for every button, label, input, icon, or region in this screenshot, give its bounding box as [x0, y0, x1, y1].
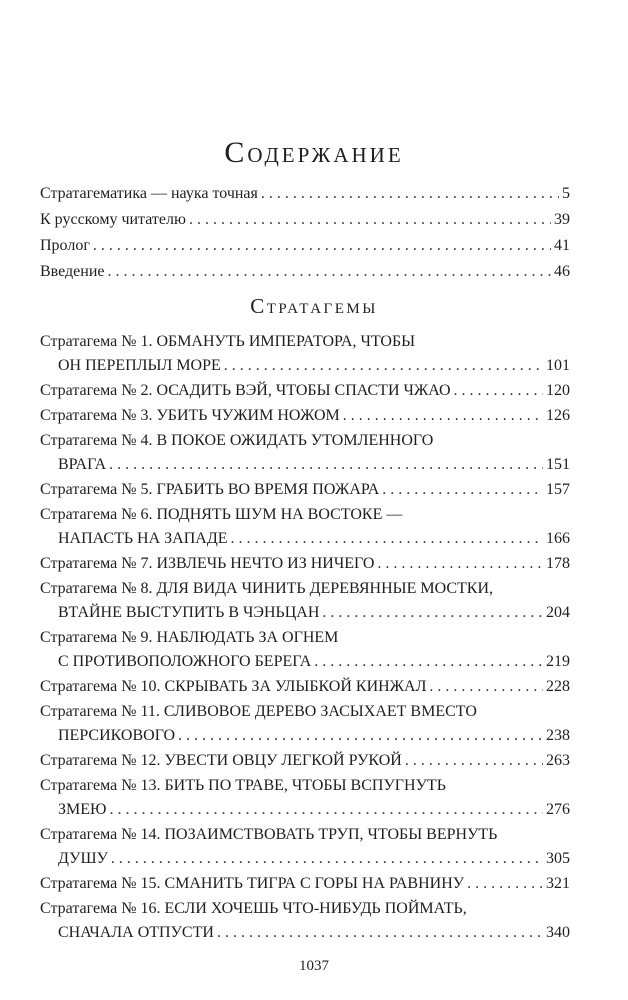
toc-entry-line [40, 872, 570, 896]
dot-leader [405, 749, 543, 773]
dot-leader [224, 354, 543, 378]
dot-leader [382, 478, 543, 502]
toc-page-number: 305 [546, 850, 570, 867]
toc-entry [40, 379, 570, 403]
toc-entry [40, 208, 570, 232]
toc-entry [40, 675, 570, 699]
toc-entry-title: Стратагема № 4. В ПОКОЕ ОЖИДАТЬ УТОМЛЕННОГО [40, 432, 434, 449]
toc-entry-line [40, 208, 570, 232]
toc-entry-title: Стратагема № 2. ОСАДИТЬ ВЭЙ, ЧТОБЫ СПАСТИ ЧЖАО [40, 382, 451, 399]
dot-leader [109, 798, 543, 822]
toc-entry-continuation [40, 527, 570, 551]
toc-entry-line [40, 379, 570, 403]
toc-entry-title: Стратагема № 1. ОБМАНУТЬ ИМПЕРАТОРА, ЧТОБЫ [40, 333, 416, 350]
dot-leader [454, 379, 543, 403]
toc-entry-line [40, 404, 570, 428]
dot-leader [178, 724, 543, 748]
dot-leader [322, 601, 543, 625]
dot-leader [377, 552, 543, 576]
toc-entry-title: Стратагема № 7. ИЗВЛЕЧЬ НЕЧТО ИЗ НИЧЕГО [40, 555, 375, 572]
toc-entry-line [40, 552, 570, 576]
toc-page-number: 228 [546, 678, 570, 695]
toc-entry-title: НАПАСТЬ НА ЗАПАДЕ [58, 530, 228, 547]
toc-entry [40, 774, 570, 822]
toc-entry-line [40, 503, 570, 527]
toc-entry-continuation [40, 921, 570, 945]
toc-page-number: 41 [554, 237, 570, 254]
toc-entry [40, 234, 570, 258]
dot-leader [429, 675, 543, 699]
toc-entry-line [40, 675, 570, 699]
toc-entry-title: Стратагема № 3. УБИТЬ ЧУЖИМ НОЖОМ [40, 407, 340, 424]
toc-entry-title: ОН ПЕРЕПЛЫЛ МОРЕ [58, 357, 221, 374]
toc-entry [40, 552, 570, 576]
toc-entry-title: ВРАГА [58, 456, 107, 473]
dot-leader [343, 404, 543, 428]
toc-entry-title: Стратагема № 16. ЕСЛИ ХОЧЕШЬ ЧТО-НИБУДЬ ПОЙМАТЬ, [40, 900, 467, 917]
toc-page-number: 39 [554, 211, 570, 228]
toc-entry-line [40, 774, 570, 798]
toc-entry-line [40, 823, 570, 847]
toc-entry-title: Стратагематика — наука точная [40, 185, 258, 202]
toc-entry-title: Пролог [40, 237, 90, 254]
toc-entry-title: ВТАЙНЕ ВЫСТУПИТЬ В ЧЭНЬЦАН [58, 604, 320, 621]
toc-page-number: 238 [546, 727, 570, 744]
toc-entry [40, 330, 570, 378]
toc-entry-title: Стратагема № 6. ПОДНЯТЬ ШУМ НА ВОСТОКЕ — [40, 506, 403, 523]
toc-entry-title: Введение [40, 263, 105, 280]
toc-page-number: 219 [546, 653, 570, 670]
dot-leader [189, 208, 551, 232]
toc-page-number: 178 [546, 555, 570, 572]
toc-page-number: 204 [546, 604, 570, 621]
toc-entry-title: Стратагема № 9. НАБЛЮДАТЬ ЗА ОГНЕМ [40, 629, 339, 646]
toc-entry [40, 872, 570, 896]
toc-entry [40, 823, 570, 871]
toc-page-number: 46 [554, 263, 570, 280]
dot-leader [314, 650, 543, 674]
dot-leader [467, 872, 543, 896]
toc-entry-line [40, 234, 570, 258]
toc-entry-line [40, 429, 570, 453]
toc-entry-continuation [40, 650, 570, 674]
toc-entry-title: К русскому читателю [40, 211, 186, 228]
toc-page-number: 263 [546, 752, 570, 769]
toc-entry-line [40, 897, 570, 921]
section-heading: Стратагемы [250, 294, 378, 318]
toc-entry-line [40, 182, 570, 206]
toc-entry-continuation [40, 724, 570, 748]
dot-leader [108, 260, 552, 284]
toc-entry-title: ДУШУ [58, 850, 108, 867]
intro-toc-list [40, 182, 570, 286]
toc-entry-title: Стратагема № 8. ДЛЯ ВИДА ЧИНИТЬ ДЕРЕВЯННЫЕ МОСТКИ, [40, 580, 494, 597]
toc-entry-line [40, 749, 570, 773]
dot-leader [217, 921, 543, 945]
toc-page-number: 5 [562, 185, 570, 202]
toc-entry-title: Стратагема № 5. ГРАБИТЬ ВО ВРЕМЯ ПОЖАРА [40, 481, 380, 498]
toc-entry-line [40, 478, 570, 502]
toc-entry-continuation [40, 354, 570, 378]
toc-entry-title: СНАЧАЛА ОТПУСТИ [58, 924, 214, 941]
toc-entry-continuation [40, 798, 570, 822]
toc-page-number: 321 [546, 875, 570, 892]
stratagem-toc-list [40, 330, 570, 946]
dot-leader [261, 182, 559, 206]
toc-page-number: 120 [546, 382, 570, 399]
toc-page-number: 166 [546, 530, 570, 547]
toc-entry [40, 429, 570, 477]
toc-entry-line [40, 700, 570, 724]
toc-entry-title: Стратагема № 14. ПОЗАИМСТВОВАТЬ ТРУП, ЧТОБЫ ВЕРНУТЬ [40, 826, 498, 843]
toc-entry [40, 749, 570, 773]
toc-entry-continuation [40, 847, 570, 871]
toc-entry-title: С ПРОТИВОПОЛОЖНОГО БЕРЕГА [58, 653, 312, 670]
toc-entry-continuation [40, 601, 570, 625]
toc-entry [40, 260, 570, 284]
dot-leader [93, 234, 551, 258]
toc-entry [40, 404, 570, 428]
toc-entry-line [40, 260, 570, 284]
toc-entry-continuation [40, 453, 570, 477]
toc-entry-title: Стратагема № 12. УВЕСТИ ОВЦУ ЛЕГКОЙ РУКОЙ [40, 752, 402, 769]
toc-page-number: 151 [546, 456, 570, 473]
toc-entry-title: ЗМЕЮ [58, 801, 107, 818]
toc-entry [40, 503, 570, 551]
toc-page-number: 157 [546, 481, 570, 498]
toc-entry-line [40, 626, 570, 650]
toc-page-number: 340 [546, 924, 570, 941]
toc-page-number: 126 [546, 407, 570, 424]
toc-entry [40, 626, 570, 674]
toc-entry [40, 577, 570, 625]
toc-page-number: 101 [546, 357, 570, 374]
page-title: Содержание [224, 136, 404, 169]
toc-entry-title: Стратагема № 13. БИТЬ ПО ТРАВЕ, ЧТОБЫ ВСПУГНУТЬ [40, 777, 446, 794]
dot-leader [111, 847, 543, 871]
page-number: 1037 [299, 958, 329, 974]
toc-entry [40, 478, 570, 502]
toc-entry-line [40, 330, 570, 354]
toc-entry-title: ПЕРСИКОВОГО [58, 727, 176, 744]
toc-entry-line [40, 577, 570, 601]
toc-entry-title: Стратагема № 15. СМАНИТЬ ТИГРА С ГОРЫ НА РАВНИНУ [40, 875, 465, 892]
toc-entry [40, 897, 570, 945]
toc-entry [40, 182, 570, 206]
toc-entry-title: Стратагема № 10. СКРЫВАТЬ ЗА УЛЫБКОЙ КИНЖАЛ [40, 678, 427, 695]
toc-page-number: 276 [546, 801, 570, 818]
toc-entry-title: Стратагема № 11. СЛИВОВОЕ ДЕРЕВО ЗАСЫХАЕТ ВМЕСТО [40, 703, 477, 720]
dot-leader [109, 453, 543, 477]
dot-leader [231, 527, 543, 551]
toc-entry [40, 700, 570, 748]
